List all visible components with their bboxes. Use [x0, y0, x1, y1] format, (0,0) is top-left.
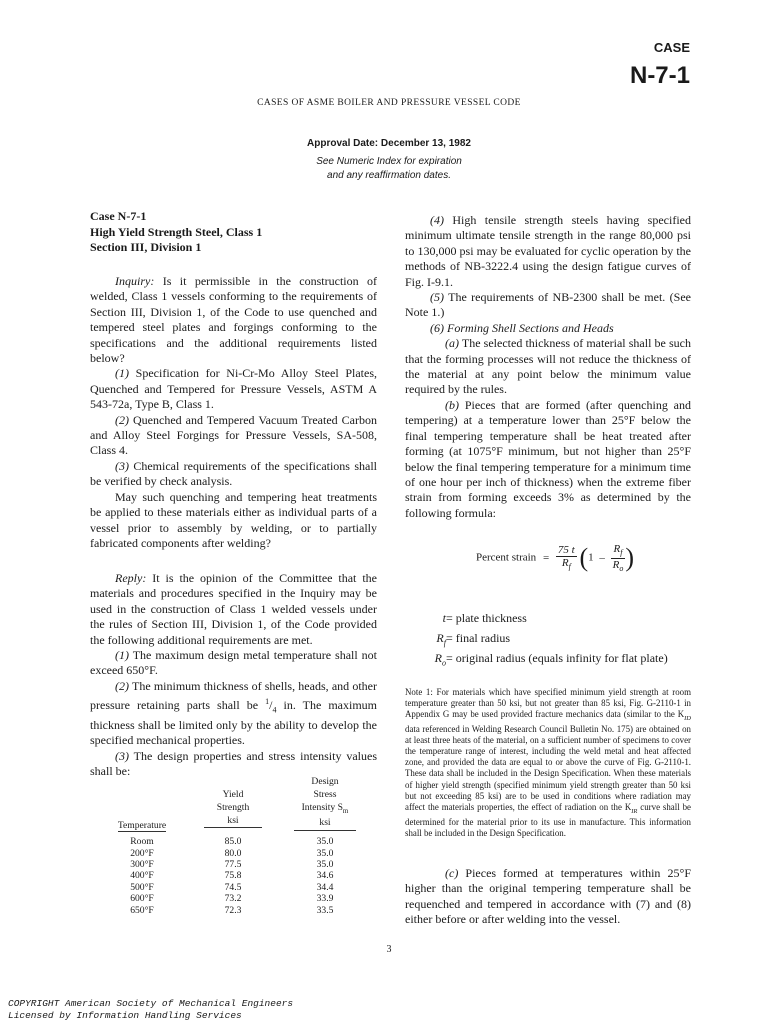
strain-formula: Percent strain = $\frac{75 t}{R_f}$ (1 – $\frac{R_f}{R_o}$ )	[476, 543, 635, 573]
variable-symbol-text: R	[436, 630, 444, 645]
variable-subscript: f	[443, 638, 446, 648]
case-label: CASE	[653, 40, 690, 55]
formula-variables	[428, 611, 698, 671]
table-row	[98, 882, 356, 893]
reply-paragraph: Reply: It is the opinion of the Committee that the materials and procedures specified in the Inquiry may be used in the construction of Class 1 welded vessels under the rules of Section III, Division 1, of the Code provided the following additional requirements are met.	[90, 571, 377, 647]
table-gap	[186, 893, 204, 904]
variable-symbol	[428, 651, 446, 671]
table-gap	[186, 847, 204, 858]
variable-symbol-text: R	[434, 650, 442, 665]
inquiry-section	[90, 274, 377, 551]
case-subject: High Yield Strength Steel, Class 1	[90, 224, 263, 239]
table-gap	[262, 847, 294, 858]
inquiry-item-3: (3) Chemical requirements of the specifications shall be verified by check analysis.	[90, 458, 377, 489]
table-cell-yield: 72.3	[224, 904, 242, 916]
table-cell-yield: 75.8	[224, 870, 242, 882]
table-cell-temp: Room	[130, 836, 154, 848]
variable-symbol-text: t	[442, 611, 446, 625]
reply-item-3: (3) The design properties and stress intensity values shall be:	[90, 748, 377, 779]
variable-definition	[428, 611, 698, 631]
formula-ratio: $\frac{R_f}{R_o}$	[612, 543, 624, 573]
table-cell-stress: 35.0	[316, 858, 334, 870]
index-note-line-1: See Numeric Index for expiration	[316, 156, 462, 167]
reply-item-6a: (a) The selected thickness of material shall be such that the forming processes will not reduce the thickness of the material at any point below the minimum value required by the rules.	[405, 336, 691, 397]
variable-definition	[428, 651, 698, 671]
table-cell-temp: 400°F	[130, 870, 154, 882]
approval-date: Approval Date: December 13, 1982	[307, 138, 471, 149]
reply-item-6c: (c) Pieces formed at temperatures within 25°F higher than the original tempering temperature shall be requenched and tempered in accordance with (7) and (8) either before or after welding into the vessel.	[405, 866, 691, 927]
inquiry-paragraph: Inquiry: Is it permissible in the construction of welded, Class 1 vessels conforming to the requirements of Section III, Division 1, of the Code to use quenched and tempered steel plates and forgings conforming to the specifications and the additional requirements listed below?	[90, 274, 377, 366]
table-cell-temp: 650°F	[130, 904, 154, 916]
reply-item-2: (2) The minimum thickness of shells, heads, and other pressure retaining parts shall be $^1/_4$ in. The maximum thickness shall be limited only by the ability to develop the specified mechanical properties.	[90, 678, 378, 748]
table-gap	[186, 859, 204, 870]
variable-definition-text: = plate thickness	[446, 611, 527, 625]
series-title: CASES OF ASME BOILER AND PRESSURE VESSEL CODE	[257, 98, 521, 108]
case-heading	[90, 209, 377, 256]
case-number: N-7-1	[629, 62, 690, 89]
table-cell-temp: 300°F	[130, 858, 154, 870]
table-gap	[262, 893, 294, 904]
table-cell-yield: 80.0	[224, 847, 242, 859]
table-row	[98, 847, 356, 858]
variable-definition-text: = final radius	[446, 630, 511, 645]
reply-section	[90, 571, 377, 780]
table-row	[98, 893, 356, 904]
table-gap	[186, 904, 204, 915]
table-gap	[186, 836, 204, 847]
table-cell-stress: 35.0	[316, 847, 334, 859]
table-row	[98, 870, 356, 881]
page-number: 3	[386, 944, 392, 955]
table-cell-stress: 35.0	[316, 836, 334, 848]
table-gap	[186, 870, 204, 881]
inquiry-item-2: (2) Quenched and Tempered Vacuum Treated Carbon and Alloy Steel Forgings for Pressure Vessels, SA-508, Class 4.	[90, 412, 377, 458]
copyright-notice: COPYRIGHT American Society of Mechanical Engineers Licensed by Information Handling Services	[8, 998, 294, 1021]
table-cell-stress: 33.9	[316, 893, 334, 905]
table-cell-yield: 74.5	[224, 881, 242, 893]
reply-item-6c-container	[405, 866, 691, 928]
table-row	[98, 836, 356, 847]
table-cell-stress: 34.4	[316, 881, 334, 893]
table-cell-temp: 600°F	[130, 893, 154, 905]
case-section: Section III, Division 1	[90, 240, 202, 254]
table-cell-temp: 200°F	[130, 847, 154, 859]
col-header-stress: Design Stress Intensity $S_m$ ksi	[294, 776, 356, 831]
variable-definition	[428, 631, 698, 651]
reply-item-6-heading: (6) Forming Shell Sections and Heads	[430, 320, 614, 335]
requirements-continued	[405, 213, 691, 521]
table-row	[98, 859, 356, 870]
table-cell-stress: 34.6	[316, 870, 334, 882]
col-header-temperature: Temperature	[117, 820, 167, 831]
table-cell-yield: 77.5	[224, 858, 242, 870]
index-note	[0, 155, 768, 183]
inquiry-question: May such quenching and tempering heat treatments be applied to these materials either as individual parts of a vessel prior to assembly by welding, or to partially fabricated components after welding?	[90, 489, 377, 550]
table-gap	[262, 882, 294, 893]
formula-coefficient: $\frac{75 t}{R_f}$	[557, 544, 575, 572]
variable-symbol	[428, 631, 446, 651]
table-gap	[262, 836, 294, 847]
table-cell-yield: 85.0	[224, 836, 242, 848]
table-cell-temp: 500°F	[130, 881, 154, 893]
variable-symbol	[428, 611, 446, 631]
table-row	[98, 904, 356, 915]
table-gap	[262, 870, 294, 881]
table-cell-yield: 73.2	[224, 893, 242, 905]
table-gap	[262, 904, 294, 915]
table-gap	[262, 859, 294, 870]
reply-item-6b: (b) Pieces that are formed (after quenching and tempering) at a temperature lower than 25°F below the final tempering temperature shall be heat treated after forming (at 1075°F minimum, but not higher than 25°F below the final tempering temperature for a minimum time of one hour per inch of thickness) when the extreme fiber strain from forming exceeds 3% as determined by the following formula:	[405, 397, 691, 520]
table-gap	[186, 882, 204, 893]
inquiry-item-1: (1) Specification for Ni-Cr-Mo Alloy Steel Plates, Quenched and Tempered for Pressure Vessels, ASTM A 543-72a, Type B, Class 1.	[90, 366, 377, 412]
properties-table-body	[98, 836, 356, 916]
reply-item-1: (1) The maximum design metal temperature shall not exceed 650°F.	[90, 648, 377, 678]
design-properties-table	[98, 774, 388, 916]
reply-item-4: (4) High tensile strength steels having specified minimum ultimate tensile strength in the range 80,000 psi to 130,000 psi may be evaluated for cyclic operation by the methods of NB-3222.4 using the design fatigue curves of Fig. I-9.1.	[405, 213, 691, 289]
variable-definition-text: = original radius (equals infinity for flat plate)	[446, 650, 668, 665]
index-note-line-2: and any reaffirmation dates.	[327, 170, 451, 181]
col-header-yield: Yield Strength ksi	[204, 789, 262, 828]
note-1: Note 1: For materials which have specified minimum yield strength at room temperature greater than 50 ksi, but not greater than 85 ksi, Fig. G-2110-1 in Appendix G may be used provided fracture mechanics data (similar to the $K_{ID}$ data referenced in Welding Research Council Bulletin No. 175) are obtained on at least three heats of the material, on a sufficient number of specimens to cover the temperature range of interest, including the weld metal and heat affected zone, and provided the data are equal to or above the curve of Fig. G-2110-1. These data shall be included in the Design Specification. When these materials of higher yield strength (specified minimum yield strength greater than 50 ksi but not exceeding 85 ksi) are to be used in conditions where radiation may affect the materials properties, the effect of radiation on the $K_{IR}$ curve shall be determined for the material prior to its use in manufacture. This information shall be included in the Design Specification.	[405, 687, 691, 838]
reply-item-5: (5) The requirements of NB-2300 shall be met. (See Note 1.)	[405, 290, 691, 320]
variable-subscript: o	[442, 658, 446, 668]
case-title: Case N-7-1	[90, 209, 147, 223]
table-cell-stress: 33.5	[316, 904, 334, 916]
